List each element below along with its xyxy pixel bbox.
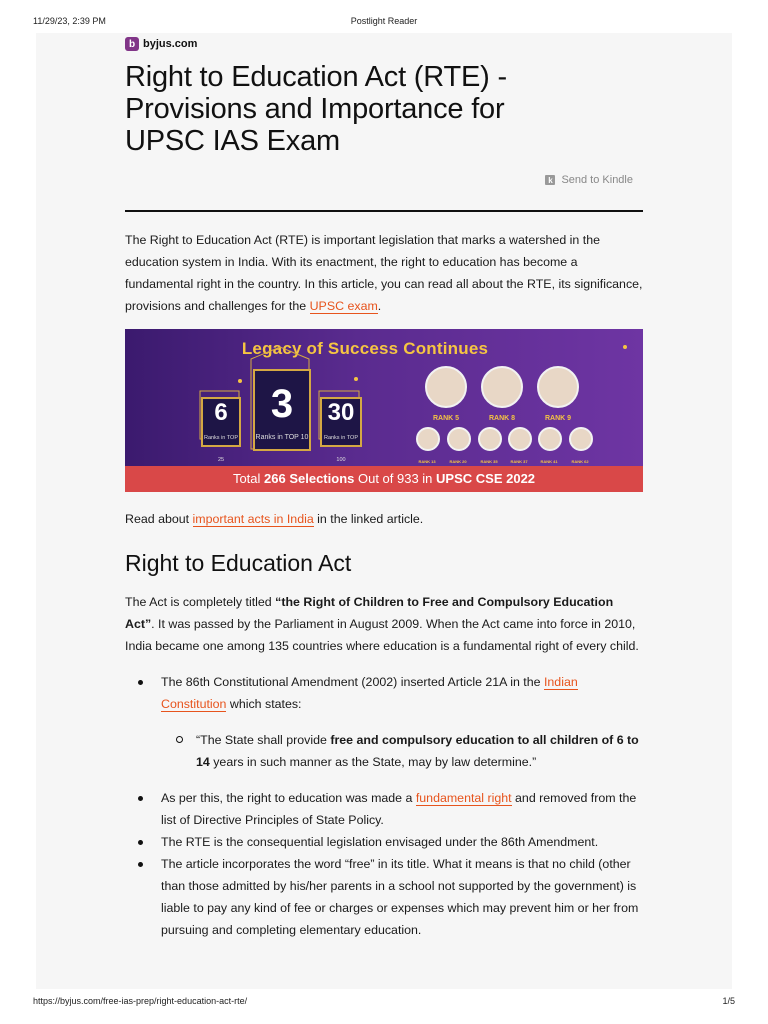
banner-title: Legacy of Success Continues (241, 339, 489, 358)
print-app-name: Postlight Reader (350, 16, 418, 26)
topper-avatar-small (508, 427, 532, 451)
provisions-list (125, 671, 643, 715)
important-acts-link[interactable]: important acts in India (192, 512, 314, 526)
print-url: https://byjus.com/free-ias-prep/right-education-act-rte/ (33, 996, 248, 1006)
promo-banner[interactable] (125, 329, 643, 492)
rank-label-small: RANK 62 (571, 459, 589, 464)
print-page-number: 1/5 (722, 996, 735, 1006)
topper-avatar (537, 366, 579, 408)
upsc-exam-link[interactable]: UPSC exam (309, 299, 378, 313)
sub-list (125, 729, 643, 773)
source-domain: byjus.com (143, 38, 198, 50)
list-item: As per this, the right to education was made a fundamental right and removed from the list of Directive Principles of State Policy. (125, 787, 643, 831)
print-header (33, 16, 735, 30)
reader-page (36, 33, 732, 989)
topper-avatar-small (538, 427, 562, 451)
topper-avatar (481, 366, 523, 408)
provisions-list-continued (125, 787, 643, 941)
article-title (125, 61, 643, 157)
list-item: “The State shall provide free and compulsory education to all children of 6 to 14 years in such manner as the State, may by law determine.” (125, 729, 643, 773)
title-line-2: Provisions and Importance for (125, 93, 505, 125)
rank-label: RANK 9 (544, 415, 572, 422)
rank-label: RANK 8 (488, 415, 516, 422)
byjus-logo-icon: b (125, 37, 139, 51)
title-line-3: UPSC IAS Exam (125, 125, 340, 157)
rank-label-small: RANK 13 (418, 459, 436, 464)
section-heading: Right to Education Act (125, 550, 352, 576)
title-divider (125, 210, 643, 212)
stat-top100: 30 Ranks in TOP 100 (320, 397, 362, 447)
rank-label-small: RANK 41 (540, 459, 558, 464)
topper-avatar-small (447, 427, 471, 451)
article-body (125, 229, 643, 941)
source-line[interactable] (125, 35, 643, 53)
stat-top10: 3 Ranks in TOP 10 (253, 369, 311, 451)
list-item: The article incorporates the word “free” in its title. What it means is that no child (other than those admitted by his/her parents in a school not supported by the government) is liable to pay any kind of fee or charges or expenses which may prevent him or her from pursuing and completing elementary education. (125, 853, 643, 941)
kindle-icon: k (545, 175, 555, 185)
rank-label-small: RANK 37 (510, 459, 528, 464)
print-datetime: 11/29/23, 2:39 PM (33, 16, 106, 26)
topper-avatar-small (416, 427, 440, 451)
topper-avatar (425, 366, 467, 408)
rank-label-small: RANK 35 (480, 459, 498, 464)
intro-paragraph: The Right to Education Act (RTE) is important legislation that marks a watershed in the education system in India. With its enactment, the right to education has become a fundamental right in the country. In this article, you can read all about the RTE, its significance, provisions and challenges for the UPSC exam. (125, 233, 643, 313)
act-paragraph: The Act is completely titled “the Right of Children to Free and Compulsory Education Act”. It was passed by the Parliament in August 2009. When the Act came into force in 2010, India became one among 135 countries where education is a fundamental right of every child. (125, 595, 639, 653)
send-to-kindle-button[interactable] (545, 174, 633, 186)
fundamental-right-link[interactable]: fundamental right (415, 791, 512, 805)
send-to-kindle-label: Send to Kindle (561, 174, 633, 186)
list-item: The 86th Constitutional Amendment (2002) inserted Article 21A in the Indian Constitution which states: (125, 671, 643, 715)
rank-label-small: RANK 20 (449, 459, 467, 464)
rank-label: RANK 5 (432, 415, 460, 422)
topper-avatar-small (569, 427, 593, 451)
banner-footer-band: Total 266 Selections Out of 933 in UPSC CSE 2022 (125, 466, 643, 492)
list-item: The RTE is the consequential legislation envisaged under the 86th Amendment. (125, 831, 643, 853)
indian-constitution-link[interactable]: Indian Constitution (161, 675, 578, 711)
read-about-paragraph: Read about important acts in India in the linked article. (125, 512, 424, 526)
print-footer (33, 996, 735, 1010)
stat-top25: 6 Ranks in TOP 25 (201, 397, 241, 447)
title-line-1: Right to Education Act (RTE) - (125, 61, 507, 93)
article-column (125, 33, 643, 937)
topper-avatar-small (478, 427, 502, 451)
